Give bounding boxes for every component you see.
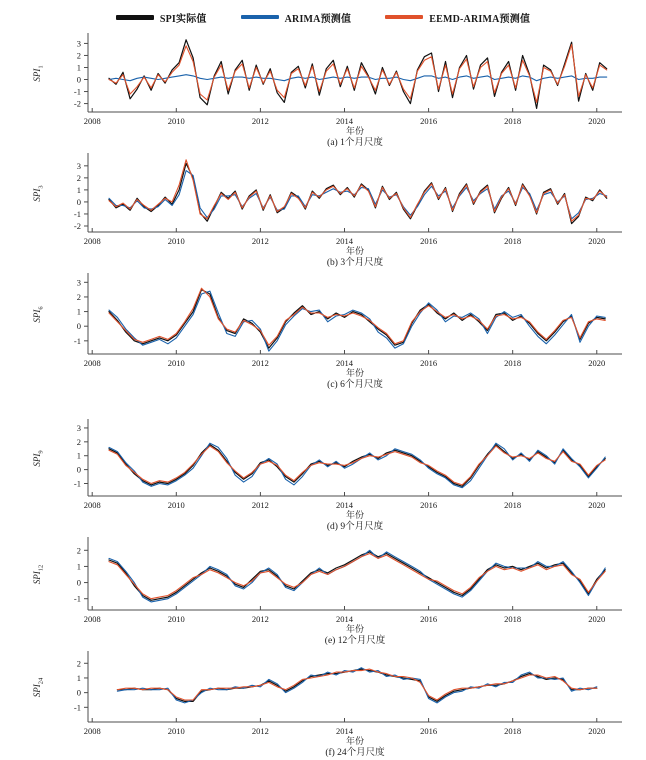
x-tick-label: 2016 [420, 358, 438, 368]
series-line-eemd-arima [109, 288, 605, 345]
x-tick-label: 2010 [167, 500, 185, 510]
series-line-actual [109, 290, 605, 349]
y-tick-label: -1 [73, 593, 81, 604]
series-line-actual [109, 163, 607, 223]
y-tick-label: 3 [76, 160, 81, 171]
x-axis-label: 年份 [345, 624, 365, 634]
series-line-actual [109, 445, 605, 487]
y-tick-label: -2 [73, 220, 81, 231]
x-tick-label: 2008 [83, 236, 101, 246]
panel-f [0, 646, 646, 758]
panel-a [0, 28, 646, 148]
panel-caption-b: (b) 3个月尺度 [326, 258, 384, 268]
x-tick-label: 2008 [83, 726, 101, 736]
panel-caption-d: (d) 9个月尺度 [326, 522, 384, 532]
y-tick-label: 0 [76, 321, 81, 332]
x-axis-label: 年份 [345, 368, 365, 378]
x-tick-label: 2016 [420, 726, 438, 736]
x-tick-label: 2018 [504, 614, 522, 624]
x-tick-label: 2018 [504, 726, 522, 736]
y-tick-label: -1 [73, 478, 81, 489]
y-axis-label: $SPI_{12}$ [32, 564, 45, 585]
x-tick-label: 2020 [588, 116, 606, 126]
legend-item-eemd-arima [385, 10, 530, 25]
axes-c [74, 273, 622, 368]
x-tick-label: 2008 [83, 358, 101, 368]
y-tick-label: 2 [76, 658, 81, 669]
x-tick-label: 2020 [588, 236, 606, 246]
x-tick-label: 2016 [420, 236, 438, 246]
x-tick-label: 2018 [504, 500, 522, 510]
legend-line-swatch-actual [116, 15, 154, 20]
x-tick-label: 2008 [83, 614, 101, 624]
y-tick-label: 2 [76, 50, 81, 61]
series-line-arima [117, 668, 596, 703]
y-tick-label: 2 [76, 436, 81, 447]
y-tick-label: 0 [76, 74, 81, 85]
x-tick-label: 2016 [420, 116, 438, 126]
y-axis-label: $SPI_{24}$ [32, 677, 45, 698]
series-line-eemd-arima [109, 160, 607, 221]
axes-f [74, 651, 622, 736]
x-tick-label: 2020 [588, 358, 606, 368]
series-line-actual [109, 40, 607, 109]
x-axis-label: 年份 [345, 246, 365, 256]
y-tick-label: 1 [76, 561, 81, 572]
panel-e [0, 532, 646, 646]
x-tick-label: 2014 [335, 358, 353, 368]
x-tick-label: 2012 [251, 726, 269, 736]
x-tick-label: 2008 [83, 116, 101, 126]
x-tick-label: 2016 [420, 614, 438, 624]
x-tick-label: 2020 [588, 614, 606, 624]
panels [0, 28, 646, 758]
y-axis-label: $SPI_1$ [32, 65, 45, 82]
y-tick-label: 3 [76, 38, 81, 49]
x-tick-label: 2010 [167, 358, 185, 368]
x-tick-label: 2014 [335, 726, 353, 736]
x-tick-label: 2020 [588, 500, 606, 510]
panel-caption-c: (c) 6个月尺度 [327, 380, 383, 390]
chart-legend [0, 6, 646, 28]
x-axis-label: 年份 [345, 126, 365, 136]
legend-line-swatch-eemd-arima [385, 15, 423, 19]
y-tick-label: 2 [76, 545, 81, 556]
x-tick-label: 2020 [588, 726, 606, 736]
panel-c [0, 268, 646, 400]
y-tick-label: -1 [73, 86, 81, 97]
x-tick-label: 2012 [251, 614, 269, 624]
series-line-arima [109, 291, 605, 351]
panel-b [0, 148, 646, 268]
x-tick-label: 2010 [167, 726, 185, 736]
axes-e [74, 537, 622, 624]
x-tick-label: 2014 [335, 116, 353, 126]
y-tick-label: 0 [76, 464, 81, 475]
y-tick-label: 0 [76, 577, 81, 588]
legend-line-swatch-arima [241, 15, 279, 19]
x-tick-label: 2018 [504, 116, 522, 126]
y-axis-label: $SPI_3$ [32, 185, 45, 202]
x-tick-label: 2014 [335, 500, 353, 510]
x-tick-label: 2012 [251, 358, 269, 368]
x-tick-label: 2016 [420, 500, 438, 510]
y-tick-label: 1 [76, 184, 81, 195]
panel-caption-e: (e) 12个月尺度 [324, 636, 386, 646]
x-tick-label: 2010 [167, 236, 185, 246]
panel-caption-f: (f) 24个月尺度 [325, 748, 385, 758]
x-tick-label: 2012 [251, 116, 269, 126]
y-tick-label: 1 [76, 306, 81, 317]
panel-d [0, 414, 646, 532]
legend-item-actual [116, 10, 207, 25]
legend-label-arima: ARIMA预测值 [284, 13, 352, 25]
y-tick-label: 2 [76, 291, 81, 302]
series-line-eemd-arima [109, 446, 605, 485]
series-line-arima [109, 443, 605, 488]
legend-label-eemd-arima: EEMD-ARIMA预测值 [429, 13, 531, 25]
y-tick-label: -1 [73, 702, 81, 713]
y-tick-label: 1 [76, 450, 81, 461]
series-line-eemd-arima [109, 554, 605, 599]
series-line-eemd-arima [109, 45, 607, 103]
y-tick-label: -1 [73, 335, 81, 346]
y-tick-label: 0 [76, 687, 81, 698]
x-axis-label: 年份 [345, 736, 365, 746]
y-tick-label: 1 [76, 672, 81, 683]
y-tick-label: -1 [73, 208, 81, 219]
legend-label-actual: SPI实际值 [159, 13, 207, 25]
x-tick-label: 2012 [251, 500, 269, 510]
y-tick-label: 3 [76, 422, 81, 433]
y-tick-label: -2 [73, 98, 81, 109]
x-tick-label: 2014 [335, 614, 353, 624]
y-tick-label: 0 [76, 196, 81, 207]
x-tick-label: 2014 [335, 236, 353, 246]
panel-caption-a: (a) 1个月尺度 [327, 138, 383, 148]
x-tick-label: 2018 [504, 358, 522, 368]
series-line-arima [109, 171, 607, 219]
x-tick-label: 2018 [504, 236, 522, 246]
x-tick-label: 2012 [251, 236, 269, 246]
axes-b [74, 153, 622, 246]
y-tick-label: 1 [76, 62, 81, 73]
x-tick-label: 2010 [167, 614, 185, 624]
y-tick-label: 3 [76, 277, 81, 288]
legend-item-arima [241, 10, 352, 25]
y-axis-label: $SPI_9$ [32, 450, 45, 467]
x-tick-label: 2008 [83, 500, 101, 510]
x-tick-label: 2010 [167, 116, 185, 126]
x-axis-label: 年份 [345, 510, 365, 520]
y-axis-label: $SPI_6$ [32, 306, 45, 323]
y-tick-label: 2 [76, 172, 81, 183]
